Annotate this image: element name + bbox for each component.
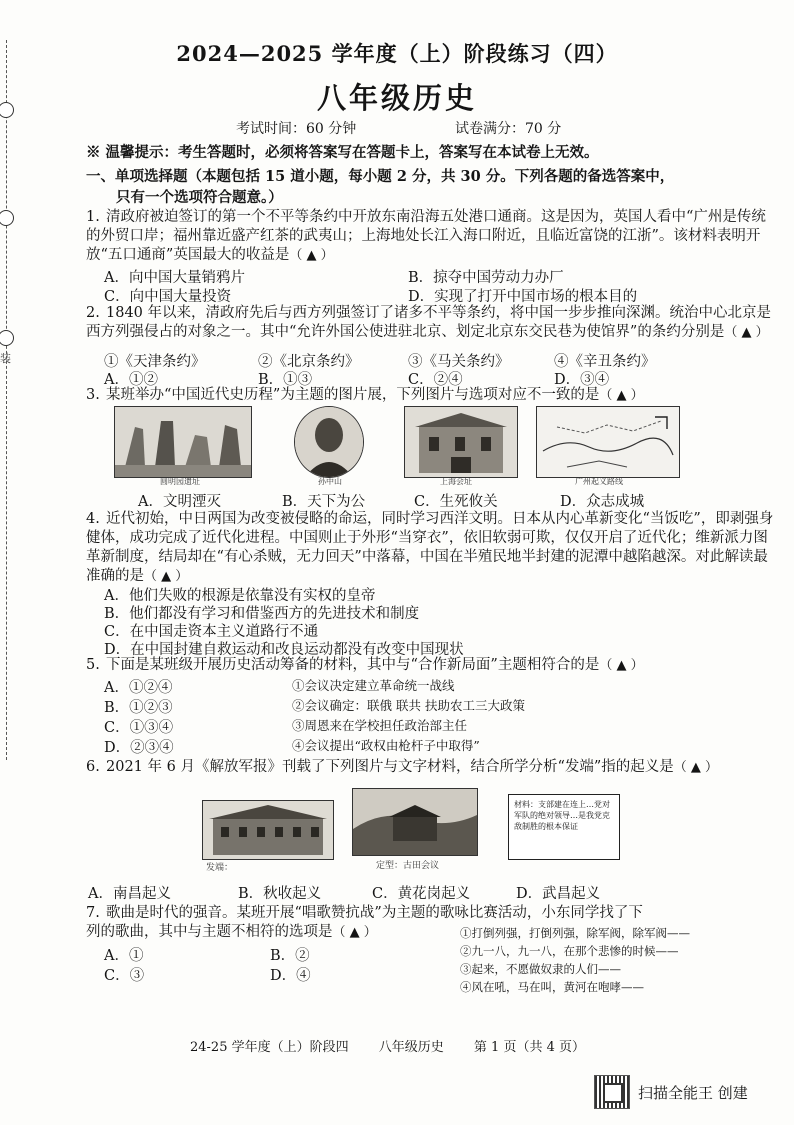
option-a: A．①② <box>104 372 158 388</box>
footer-subject: 八年级历史 <box>378 1040 444 1055</box>
item-1: ①《天津条约》 <box>104 354 206 370</box>
option-d: D．众志成城 <box>560 494 645 510</box>
option-d: D．在中国封建自救运动和改良运动都没有改变中国现状 <box>104 642 464 658</box>
song-item: ④风在吼，马在叫，黄河在咆哮—— <box>460 980 644 994</box>
option-b: B．天下为公 <box>282 494 366 510</box>
answer-mark: （ ▲ ） <box>673 760 719 775</box>
song-list <box>460 924 690 996</box>
option-d: D．②③④ <box>104 740 174 756</box>
option-a: A．文明湮灭 <box>138 494 221 510</box>
caption-gutian: 定型：古田会议 <box>376 861 440 871</box>
option-b: B．①③ <box>258 372 313 388</box>
question-number: 4. <box>86 511 100 527</box>
option-d: D．实现了打开中国市场的根本目的 <box>408 289 638 305</box>
section-line2: 只有一个选项符合题意。） <box>116 189 283 206</box>
item-4: ④《辛丑条约》 <box>554 354 656 370</box>
binding-hole-icon <box>0 210 14 226</box>
binding-line <box>6 40 7 760</box>
subject-title: 八年级历史 <box>316 81 477 115</box>
full-score: 试卷满分：70 分 <box>455 121 562 137</box>
exam-title: 2024—2025 学年度（上）阶段练习（四） <box>176 41 618 66</box>
question-4 <box>86 510 780 586</box>
option-c: C．向中国大量投资 <box>104 289 232 305</box>
answer-mark: （ ▲ ） <box>599 658 644 673</box>
question-text: 某班举办“中国近代史历程”为主题的图片展，下列图片与选项对应不一致的是 <box>106 387 600 403</box>
option-a: A．南昌起义 <box>88 886 171 902</box>
question-number: 1. <box>86 209 100 225</box>
option-c: C．②④ <box>408 372 463 388</box>
answer-mark: （ ▲ ） <box>724 325 769 340</box>
option-a: A．向中国大量销鸦片 <box>104 270 245 286</box>
option-b: B．①②③ <box>104 700 173 716</box>
material-item: ①会议决定建立革命统一战线 <box>292 678 455 693</box>
question-number: 7. <box>86 905 100 921</box>
binding-hole-icon <box>0 330 14 346</box>
option-d: D．③④ <box>554 372 610 388</box>
caption-map: 广州起义路线 <box>575 477 623 486</box>
route-map <box>536 406 680 478</box>
question-2 <box>86 304 780 342</box>
scanner-watermark <box>594 1076 748 1108</box>
material-item: ②会议确定：联俄 联共 扶助农工三大政策 <box>292 698 525 713</box>
material-item: ③周恩来在学校担任政治部主任 <box>292 718 468 733</box>
option-b: B．② <box>270 948 310 964</box>
question-text: 1840 年以来，清政府先后与西方列强签订了诸多不平等条约，将中国一步步推向深渊。统治中心北京是西方列强侵占的对象之一。其中“允许外国公使进驻北京、划定北京东交民巷为使馆界”的条约分别是 <box>86 305 772 340</box>
footer-page: 第 1 页（共 4 页） <box>473 1040 585 1055</box>
question-1 <box>86 208 780 265</box>
caption-portrait: 孙中山 <box>318 477 342 486</box>
song-item: ①打倒列强，打倒列强，除军阀，除军阀—— <box>460 926 690 940</box>
scanner-label: 扫描全能王 创建 <box>638 1083 748 1102</box>
song-item: ②九一八，九一八，在那个悲惨的时候—— <box>460 944 679 958</box>
question-number: 3. <box>86 387 100 403</box>
notice: ※ 温馨提示：考生答题时，必须将答案写在答题卡上，答案写在本试卷上无效。 <box>86 144 599 161</box>
question-3 <box>86 386 780 405</box>
question-number: 5. <box>86 657 100 673</box>
footer-term: 24-25 学年度（上）阶段四 <box>190 1040 349 1055</box>
section-line1: 一、单项选择题（本题包括 15 道小题，每小题 2 分，共 30 分。下列各题的备选答案中， <box>86 168 675 185</box>
question-text: 歌曲是时代的强音。某班开展“唱歌赞抗战”为主题的歌咏比赛活动，小东同学找了下列的歌曲，其中与主题不相符的选项是 <box>86 905 643 940</box>
option-b: B．秋收起义 <box>238 886 322 902</box>
question-text: 清政府被迫签订的第一个不平等条约中开放东南沿海五处港口通商。这是因为，英国人看中“广州是传统的外贸口岸；福州靠近盛产红茶的武夷山；上海地处长江入海口附近，且临近富饶的江浙”。该材料表明开放“五口通商”英国最大的收益是 <box>86 209 766 263</box>
option-d: D．武昌起义 <box>516 886 601 902</box>
answer-mark: （ ▲ ） <box>289 248 334 263</box>
caption-building: 上海会址 <box>440 477 472 486</box>
caption-origin: 发端： <box>206 863 234 873</box>
ruins-photo <box>114 406 252 478</box>
portrait-photo <box>294 406 364 478</box>
caption-ruins: 圆明园遗址 <box>160 477 200 486</box>
exam-time: 考试时间：60 分钟 <box>236 121 357 137</box>
gutian-photo <box>352 788 478 856</box>
material-box: 材料：支部建在连上…党对军队的绝对领导…是我党克敌制胜的根本保证 <box>508 794 620 860</box>
question-5 <box>86 656 780 675</box>
uprising-photo <box>202 800 334 860</box>
section-heading <box>86 166 776 208</box>
question-6 <box>86 758 780 777</box>
material-items <box>292 676 525 756</box>
option-b: B．他们都没有学习和借鉴西方的先进技术和制度 <box>104 606 420 622</box>
question-text: 近代初始，中日两国为改变被侵略的命运，同时学习西洋文明。日本从内心革新变化“当饭吃”，即剥强身健体，成功完成了近代化进程。中国则止于外形“当穿衣”，依旧软弱可欺，仅仅开启了近代化；维新派力图革新制度，结局却在“有心杀贼，无力回天”中落幕，中国在半殖民地半封建的泥潭中越陷越深。对此解读最准确的是 <box>86 511 774 584</box>
answer-mark: （ ▲ ） <box>332 925 377 940</box>
question-number: 6. <box>86 759 100 775</box>
option-a: A．① <box>104 948 144 964</box>
item-2: ②《北京条约》 <box>258 354 360 370</box>
binding-margin <box>0 40 22 760</box>
qr-code-icon <box>594 1075 630 1109</box>
binding-side-char: 装 <box>0 352 11 365</box>
item-3: ③《马关条约》 <box>408 354 510 370</box>
option-d: D．④ <box>270 968 311 984</box>
option-a: A．①②④ <box>104 680 173 696</box>
option-c: C．生死攸关 <box>414 494 498 510</box>
option-b: B．掠夺中国劳动力办厂 <box>408 270 564 286</box>
option-c: C．①③④ <box>104 720 174 736</box>
question-text: 2021 年 6 月《解放军报》刊载了下列图片与文字材料，结合所学分析“发端”指的起义是 <box>106 759 674 775</box>
song-item: ③起来，不愿做奴隶的人们—— <box>460 962 621 976</box>
building-photo <box>404 406 518 478</box>
question-text: 下面是某班级开展历史活动筹备的材料，其中与“合作新局面”主题相符合的是 <box>106 657 600 673</box>
option-c: C．③ <box>104 968 145 984</box>
answer-mark: （ ▲ ） <box>144 569 189 584</box>
page-footer <box>190 1036 611 1055</box>
option-a: A．他们失败的根源是依靠没有实权的皇帝 <box>104 588 376 604</box>
option-c: C．在中国走资本主义道路行不通 <box>104 624 319 640</box>
option-c: C．黄花岗起义 <box>372 886 471 902</box>
question-number: 2. <box>86 305 100 321</box>
answer-mark: （ ▲ ） <box>599 388 644 403</box>
material-item: ④会议提出“政权由枪杆子中取得” <box>292 738 480 753</box>
